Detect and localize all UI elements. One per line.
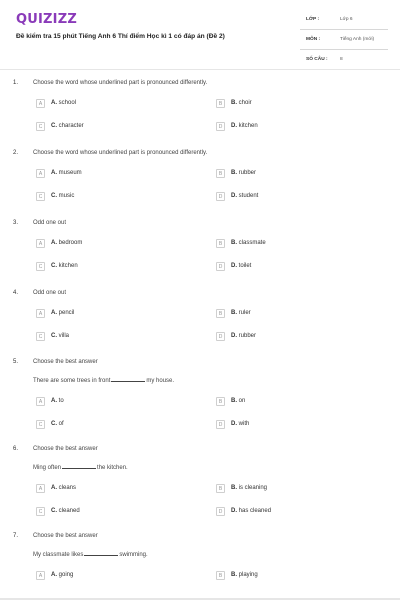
worksheet-title: Đề kiểm tra 15 phút Tiếng Anh 6 Thí điểm Học kì 1 có đáp án (Đề 2)	[16, 33, 225, 40]
option-letter-box: B	[216, 484, 225, 493]
option-letter-box: A	[36, 169, 45, 178]
meta-value: Lớp 6	[340, 17, 353, 22]
option-label: B.	[231, 485, 237, 491]
meta-label: LỚP :	[306, 17, 320, 22]
sentence-end: swimming.	[119, 552, 148, 558]
option-letter-box: D	[216, 332, 225, 341]
option-letter-box: A	[36, 239, 45, 248]
question-number: 3.	[13, 220, 19, 226]
option-text: villa	[58, 333, 70, 339]
answer-blank	[111, 376, 145, 382]
option-letter-box: C	[36, 507, 45, 516]
meta-label: MÔN :	[306, 37, 321, 42]
option-text: ruler	[238, 310, 251, 316]
option-label: B.	[231, 572, 237, 578]
question-text: Choose the word whose underlined part is pronounced differently.	[33, 80, 208, 86]
option-label: C.	[51, 333, 57, 339]
question-number: 7.	[13, 533, 19, 539]
question-sentence	[33, 550, 148, 558]
option-label: B.	[231, 398, 237, 404]
option-text: kitchen	[238, 123, 258, 129]
option-label: B.	[231, 170, 237, 176]
option-text: choir	[238, 100, 252, 106]
option-label: D.	[231, 123, 237, 129]
option-label: C.	[51, 193, 57, 199]
question-sentence	[33, 463, 128, 471]
question-number: 1.	[13, 80, 19, 86]
option-text: rubber	[238, 333, 257, 339]
question-text: Choose the best answer	[33, 446, 98, 452]
option-text: has cleaned	[238, 508, 272, 514]
option-label: D.	[231, 263, 237, 269]
question-text: Choose the word whose underlined part is pronounced differently.	[33, 150, 208, 156]
option-letter-box: B	[216, 309, 225, 318]
option-label: D.	[231, 193, 237, 199]
option-label: B.	[231, 100, 237, 106]
option-text: cleans	[58, 485, 77, 491]
option-label: D.	[231, 333, 237, 339]
question-sentence	[33, 376, 174, 384]
option-label: B.	[231, 310, 237, 316]
option-letter-box: A	[36, 571, 45, 580]
answer-blank	[62, 463, 96, 469]
option-label: A.	[51, 310, 57, 316]
option-letter-box: A	[36, 397, 45, 406]
option-label: A.	[51, 100, 57, 106]
option-letter-box: D	[216, 122, 225, 131]
option-letter-box: C	[36, 122, 45, 131]
option-label: C.	[51, 508, 57, 514]
option-letter-box: A	[36, 99, 45, 108]
option-letter-box: B	[216, 169, 225, 178]
option-text: pencil	[58, 310, 75, 316]
option-letter-box: D	[216, 262, 225, 271]
option-text: music	[58, 193, 75, 199]
question-number: 4.	[13, 290, 19, 296]
meta-label: SỐ CÂU :	[306, 57, 328, 62]
option-text: going	[58, 572, 74, 578]
question-number: 2.	[13, 150, 19, 156]
option-label: A.	[51, 240, 57, 246]
sentence-end: my house.	[146, 378, 175, 384]
option-letter-box: C	[36, 420, 45, 429]
option-text: bedroom	[58, 240, 83, 246]
question-text: Odd one out	[33, 290, 67, 296]
meta-value: 8	[340, 57, 343, 62]
option-label: D.	[231, 421, 237, 427]
option-label: C.	[51, 421, 57, 427]
option-label: A.	[51, 572, 57, 578]
option-letter-box: C	[36, 262, 45, 271]
option-letter-box: C	[36, 192, 45, 201]
question-text: Odd one out	[33, 220, 67, 226]
option-label: A.	[51, 485, 57, 491]
option-letter-box: B	[216, 571, 225, 580]
option-text: museum	[58, 170, 82, 176]
option-label: A.	[51, 398, 57, 404]
option-label: C.	[51, 123, 57, 129]
question-text: Choose the best answer	[33, 359, 98, 365]
option-letter-box: A	[36, 484, 45, 493]
option-text: student	[238, 193, 259, 199]
sentence-start: Ming often	[33, 465, 62, 471]
option-text: is cleaning	[238, 485, 268, 491]
option-letter-box: B	[216, 239, 225, 248]
quizizz-logo: QUIZIZZ	[16, 12, 77, 27]
option-letter-box: D	[216, 507, 225, 516]
answer-blank	[84, 550, 118, 556]
option-text: on	[238, 398, 246, 404]
option-letter-box: D	[216, 192, 225, 201]
option-letter-box: D	[216, 420, 225, 429]
question-number: 6.	[13, 446, 19, 452]
question-text: Choose the best answer	[33, 533, 98, 539]
option-text: cleaned	[58, 508, 80, 514]
option-text: school	[58, 100, 77, 106]
sentence-start: My classmate likes	[33, 552, 84, 558]
option-letter-box: C	[36, 332, 45, 341]
option-text: playing	[238, 572, 258, 578]
option-letter-box: B	[216, 397, 225, 406]
option-label: B.	[231, 240, 237, 246]
option-label: C.	[51, 263, 57, 269]
sentence-end: the kitchen.	[97, 465, 128, 471]
option-text: with	[238, 421, 250, 427]
option-letter-box: A	[36, 309, 45, 318]
question-number: 5.	[13, 359, 19, 365]
option-letter-box: B	[216, 99, 225, 108]
option-text: classmate	[238, 240, 266, 246]
option-label: D.	[231, 508, 237, 514]
option-label: A.	[51, 170, 57, 176]
option-text: to	[58, 398, 64, 404]
sentence-start: There are some trees in front	[33, 378, 111, 384]
option-text: toilet	[238, 263, 252, 269]
option-text: rubber	[238, 170, 257, 176]
option-text: character	[58, 123, 84, 129]
option-text: kitchen	[58, 263, 78, 269]
option-text: of	[58, 421, 64, 427]
meta-value: Tiếng Anh (mới)	[340, 37, 375, 42]
